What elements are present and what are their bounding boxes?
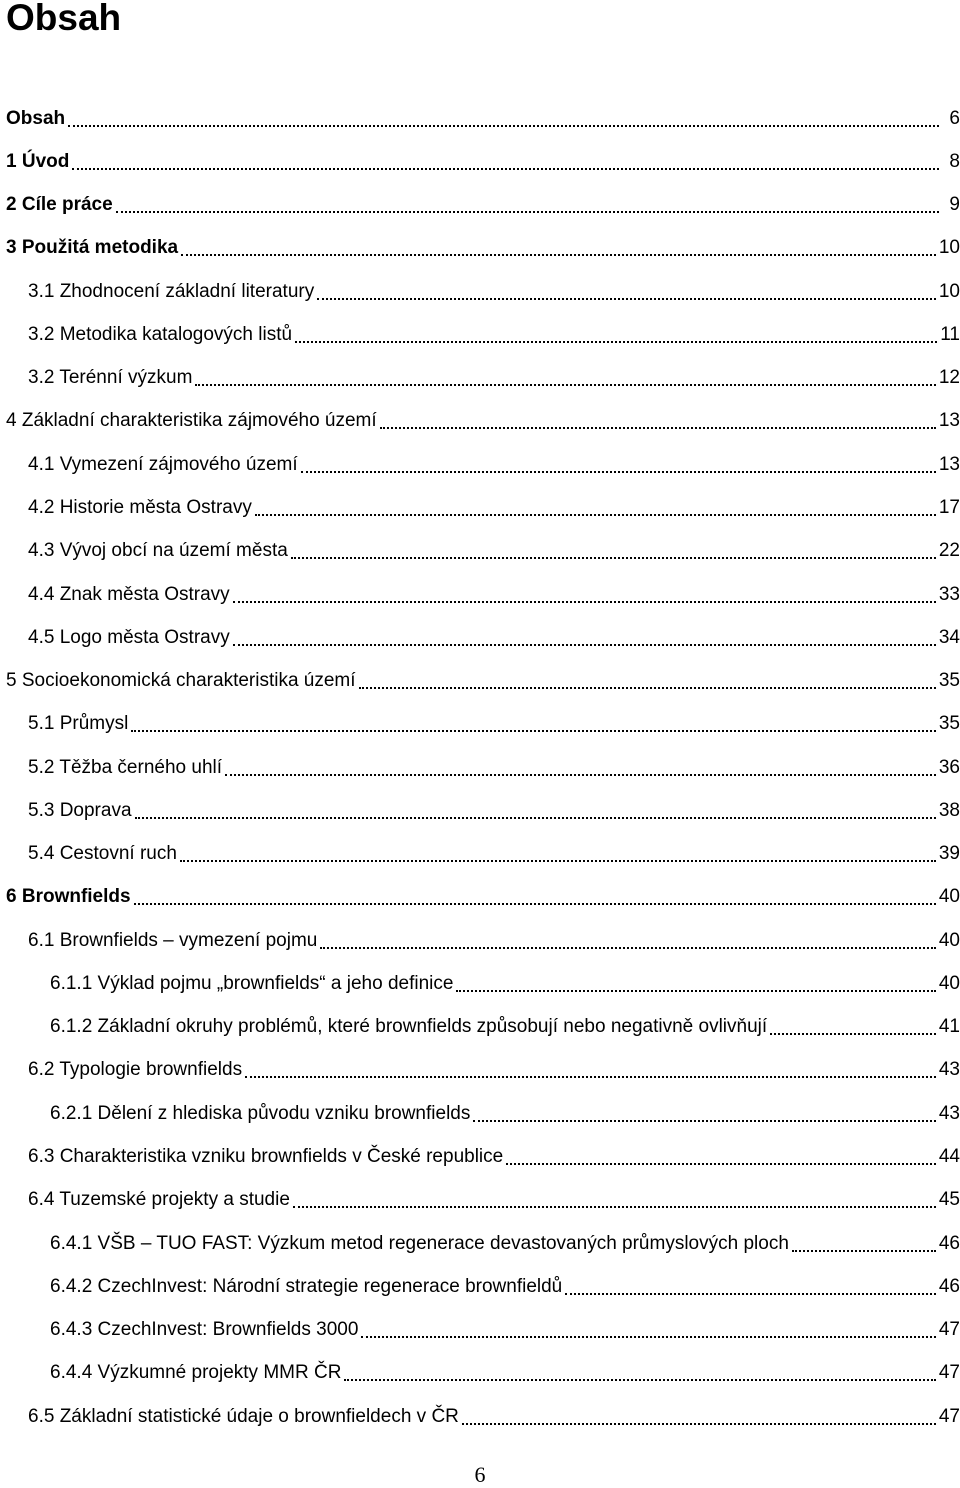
toc-dot-leader <box>380 427 936 429</box>
toc-entry[interactable] <box>6 1265 960 1308</box>
toc-entry-page: 40 <box>938 929 960 951</box>
toc-dot-leader <box>245 1076 936 1078</box>
toc-entry-title: 2 Cíle práce <box>6 194 113 216</box>
page-number: 6 <box>474 1462 486 1487</box>
toc-entry[interactable] <box>6 270 960 313</box>
toc-entry-title: 1 Úvod <box>6 150 70 172</box>
toc-entry-page: 6 <box>949 107 960 129</box>
toc-entry-page: 40 <box>938 972 960 994</box>
toc-entry-page: 22 <box>938 540 960 562</box>
toc-dot-leader <box>301 471 936 473</box>
toc-dot-leader <box>116 211 939 213</box>
toc-entry-page: 46 <box>938 1232 960 1254</box>
toc-entry-page: 47 <box>938 1362 960 1384</box>
toc-entry-page: 12 <box>938 367 960 389</box>
toc-entry[interactable] <box>6 876 960 919</box>
toc-dot-leader <box>293 1206 936 1208</box>
toc-entry[interactable] <box>6 1179 960 1222</box>
page-title: Obsah <box>6 0 122 38</box>
toc-dot-leader <box>456 990 935 992</box>
toc-entry-page: 10 <box>938 280 960 302</box>
toc-entry-title: 3.2 Metodika katalogových listů <box>28 323 293 345</box>
toc-entry-title: 6.1 Brownfields – vymezení pojmu <box>28 929 318 951</box>
toc-entry-page: 10 <box>938 237 960 259</box>
toc-entry[interactable] <box>6 789 960 832</box>
toc-entry-title: 6.4.4 Výzkumné projekty MMR ČR <box>50 1362 342 1384</box>
toc-entry-page: 40 <box>938 886 960 908</box>
toc-dot-leader <box>68 125 939 127</box>
toc-entry[interactable] <box>6 1352 960 1395</box>
toc-entry-page: 43 <box>938 1102 960 1124</box>
toc-entry[interactable] <box>6 1222 960 1265</box>
toc-entry-title: 6.4 Tuzemské projekty a studie <box>28 1189 290 1211</box>
toc-dot-leader <box>506 1163 936 1165</box>
toc-dot-leader <box>473 1120 936 1122</box>
toc-entry[interactable] <box>6 357 960 400</box>
toc-entry-title: 4.5 Logo města Ostravy <box>28 626 230 648</box>
toc-entry-page: 13 <box>938 410 960 432</box>
toc-entry[interactable] <box>6 97 960 140</box>
toc-entry-title: 4.3 Vývoj obcí na území města <box>28 540 288 562</box>
toc-entry[interactable] <box>6 919 960 962</box>
toc-entry-page: 13 <box>938 453 960 475</box>
toc-entry[interactable] <box>6 573 960 616</box>
toc-entry-title: 6.2 Typologie brownfields <box>28 1059 243 1081</box>
toc-entry[interactable] <box>6 400 960 443</box>
toc-entry[interactable] <box>6 703 960 746</box>
toc-entry[interactable] <box>6 227 960 270</box>
toc-entry[interactable] <box>6 659 960 702</box>
toc-entry-title: 5.1 Průmysl <box>28 713 129 735</box>
toc-entry-title: 6.4.3 CzechInvest: Brownfields 3000 <box>50 1319 359 1341</box>
toc-entry-title: 3 Použitá metodika <box>6 237 179 259</box>
toc-entry-title: 5.3 Doprava <box>28 799 132 821</box>
toc-entry[interactable] <box>6 1135 960 1178</box>
toc-entry-page: 47 <box>938 1319 960 1341</box>
toc-entry[interactable] <box>6 962 960 1005</box>
toc-dot-leader <box>462 1423 936 1425</box>
toc-entry[interactable] <box>6 184 960 227</box>
toc-entry-title: 6 Brownfields <box>6 886 131 908</box>
toc-entry[interactable] <box>6 1395 960 1438</box>
toc-dot-leader <box>770 1033 936 1035</box>
toc-entry-title: 4.2 Historie města Ostravy <box>28 497 252 519</box>
toc-entry-page: 47 <box>938 1405 960 1427</box>
toc-dot-leader <box>195 384 935 386</box>
toc-entry-page: 39 <box>938 843 960 865</box>
toc-dot-leader <box>255 514 936 516</box>
toc-entry-page: 45 <box>938 1189 960 1211</box>
toc-dot-leader <box>792 1250 936 1252</box>
toc-entry-page: 44 <box>938 1146 960 1167</box>
toc-dot-leader <box>295 341 937 343</box>
toc-dot-leader <box>181 254 936 256</box>
toc-entry-page: 36 <box>938 756 960 778</box>
toc-dot-leader <box>134 903 936 905</box>
toc-entry-title: Obsah <box>6 107 66 129</box>
toc-dot-leader <box>565 1293 936 1295</box>
toc-dot-leader <box>359 687 936 689</box>
toc-entry[interactable] <box>6 833 960 876</box>
toc-entry-page: 17 <box>938 497 960 519</box>
toc-entry-title: 6.3 Charakteristika vzniku brownfields v České republice <box>28 1146 504 1167</box>
toc-dot-leader <box>131 730 936 732</box>
toc-entry-title: 6.4.1 VŠB – TUO FAST: Výzkum metod regenerace devastovaných průmyslových ploch <box>50 1232 789 1254</box>
toc-dot-leader <box>135 817 936 819</box>
toc-entry-title: 4.4 Znak města Ostravy <box>28 583 230 605</box>
toc-entry-title: 6.5 Základní statistické údaje o brownfieldech v ČR <box>28 1405 459 1427</box>
toc-entry-page: 33 <box>938 583 960 605</box>
toc-entry[interactable] <box>6 140 960 183</box>
toc-entry[interactable] <box>6 443 960 486</box>
toc-entry[interactable] <box>6 1049 960 1092</box>
table-of-contents <box>6 97 960 1438</box>
toc-entry-title: 4.1 Vymezení zájmového území <box>28 453 298 475</box>
toc-entry-title: 6.1.2 Základní okruhy problémů, které brownfields způsobují nebo negativně ovlivňují <box>50 1016 768 1038</box>
toc-dot-leader <box>180 860 936 862</box>
toc-dot-leader <box>291 557 936 559</box>
toc-entry[interactable] <box>6 486 960 529</box>
toc-entry-page: 35 <box>938 670 960 692</box>
toc-entry-page: 9 <box>949 194 960 216</box>
toc-entry-title: 4 Základní charakteristika zájmového území <box>6 410 377 432</box>
toc-entry-title: 6.4.2 CzechInvest: Národní strategie regenerace brownfieldů <box>50 1275 563 1297</box>
toc-entry-title: 5.2 Těžba černého uhlí <box>28 756 223 778</box>
toc-dot-leader <box>225 774 936 776</box>
toc-dot-leader <box>72 168 939 170</box>
toc-entry[interactable] <box>6 1006 960 1049</box>
toc-entry-title: 5 Socioekonomická charakteristika území <box>6 670 356 692</box>
toc-entry-page: 46 <box>938 1275 960 1297</box>
toc-entry-title: 6.1.1 Výklad pojmu „brownfields“ a jeho definice <box>50 972 454 994</box>
toc-entry[interactable] <box>6 616 960 659</box>
toc-dot-leader <box>233 644 936 646</box>
toc-entry-title: 3.2 Terénní výzkum <box>28 367 193 389</box>
toc-entry-title: 6.2.1 Dělení z hlediska původu vzniku brownfields <box>50 1102 471 1124</box>
toc-entry-page: 34 <box>938 626 960 648</box>
toc-entry[interactable] <box>6 1308 960 1351</box>
toc-dot-leader <box>344 1379 935 1381</box>
toc-entry-page: 8 <box>949 150 960 172</box>
toc-entry-page: 11 <box>940 323 960 345</box>
toc-entry[interactable] <box>6 313 960 356</box>
toc-entry[interactable] <box>6 1092 960 1135</box>
toc-entry-page: 41 <box>938 1016 960 1038</box>
toc-entry-page: 35 <box>938 713 960 735</box>
toc-dot-leader <box>320 947 935 949</box>
toc-entry-page: 43 <box>938 1059 960 1081</box>
toc-entry-page: 38 <box>938 799 960 821</box>
toc-dot-leader <box>361 1336 935 1338</box>
toc-entry-title: 3.1 Zhodnocení základní literatury <box>28 280 315 302</box>
toc-dot-leader <box>317 298 936 300</box>
toc-entry[interactable] <box>6 746 960 789</box>
toc-dot-leader <box>233 601 936 603</box>
toc-entry[interactable] <box>6 530 960 573</box>
toc-entry-title: 5.4 Cestovní ruch <box>28 843 177 865</box>
